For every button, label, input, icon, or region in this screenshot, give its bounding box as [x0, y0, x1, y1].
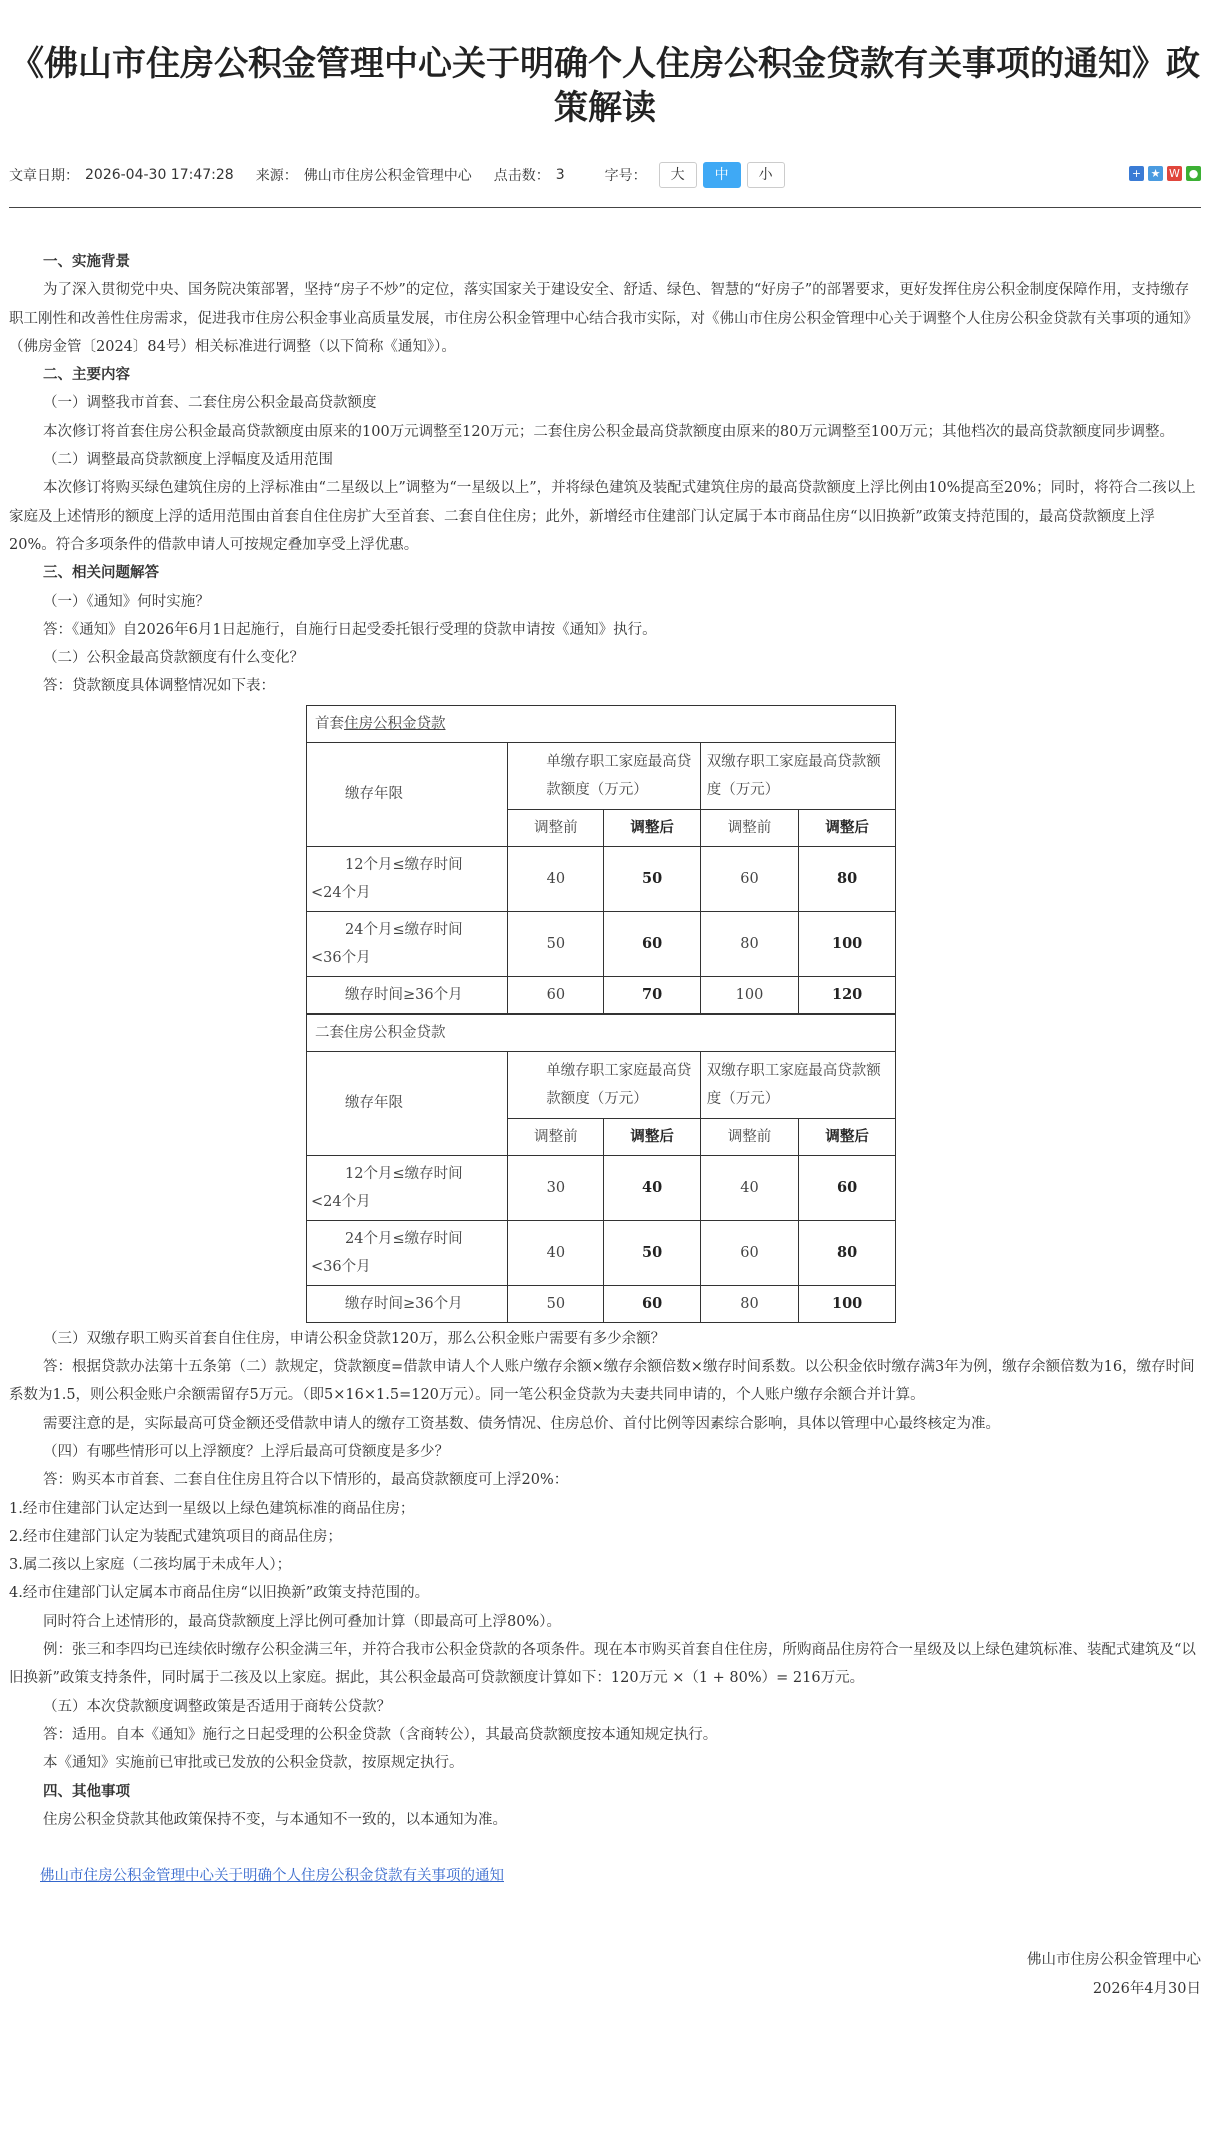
tenure-label-2: <36个月 [311, 949, 371, 966]
tenure-label: 缴存时间≥36个月 [345, 986, 463, 1003]
table-row [307, 911, 896, 976]
font-large-button[interactable]: 大 [659, 162, 697, 188]
share-plus-icon[interactable]: + [1129, 166, 1144, 181]
answer: 答：《通知》自2026年6月1日起施行，自施行日起受委托银行受理的贷款申请按《通知》执行。 [43, 621, 657, 638]
table-section-title [307, 705, 896, 742]
answer: 答：购买本市首套、二套自住住房且符合以下情形的，最高贷款额度可上浮20%： [43, 1472, 569, 1489]
click-count: 3 [555, 167, 565, 183]
single-after-value: 60 [604, 1285, 700, 1322]
tenure-label: 24个月≤缴存时间 [345, 1230, 463, 1247]
tenure-cell [307, 846, 508, 911]
tenure-label: 12个月≤缴存时间 [345, 1165, 463, 1182]
question: （二）公积金最高贷款额度有什么变化？ [43, 650, 304, 667]
after-header: 调整后 [799, 1118, 896, 1155]
single-after-value: 70 [604, 976, 700, 1014]
list-item: 2.经市住建部门认定为装配式建筑项目的商品住房； [9, 1528, 342, 1545]
section-heading: 一、实施背景 [43, 253, 130, 270]
font-medium-button[interactable]: 中 [703, 162, 741, 188]
table-section-title [307, 1014, 896, 1052]
paragraph: 为了深入贯彻党中央、国务院决策部署，坚持“房子不炒”的定位，落实国家关于建设安全、舒适、绿色、智慧的“好房子”的部署要求，更好发挥住房公积金制度保障作用，支持缴存职工刚性和改善性住房需求，促进我市住房公积金事业高质量发展，市住房公积金管理中心结合我市实际，对《佛山市住房公积金管理中心关于调整个人住房公积金贷款有关事项的通知》（佛房金管〔2024〕84号）相关标准进行调整（以下简称《通知》）。 [9, 282, 1198, 355]
double-before-value: 80 [700, 911, 799, 976]
single-before-value: 40 [508, 1220, 604, 1285]
question: （一）《通知》何时实施？ [43, 593, 210, 610]
table-row [307, 1155, 896, 1220]
loan-limit-table [306, 705, 896, 1323]
answer: 答：根据贷款办法第十五条第（二）款规定，贷款额度=借款申请人个人账户缴存余额×缴存余额倍数×缴存时间系数。以公积金依时缴存满3年为例，缴存余额倍数为16，缴存时间系数为1.5，则公积金账户余额需留存5万元。（即5×16×1.5=120万元）。同一笔公积金贷款为夫妻共同申请的，个人账户缴存余额合并计算。 [9, 1359, 1195, 1404]
single-after-value: 50 [604, 846, 700, 911]
table-header-row [307, 742, 896, 809]
after-header: 调整后 [604, 809, 700, 846]
paragraph: 例：张三和李四均已连续依时缴存公积金满三年，并符合我市公积金贷款的各项条件。现在本市购买首套自住住房，所购商品住房符合一星级及以上绿色建筑标准、装配式建筑及“以旧换新”政策支持条件，同时属于二孩及以上家庭。据此，其公积金最高可贷款额度计算如下：120万元 ×（1 + 80%）= 216万元。 [9, 1642, 1196, 1687]
page-title: 《佛山市住房公积金管理中心关于明确个人住房公积金贷款有关事项的通知》政策解读 [10, 44, 1200, 128]
font-small-button[interactable]: 小 [747, 162, 785, 188]
paragraph: 需要注意的是，实际最高可贷金额还受借款申请人的缴存工资基数、债务情况、住房总价、首付比例等因素综合影响，具体以管理中心最终核定为准。 [43, 1415, 1000, 1432]
double-after-value: 100 [799, 1285, 896, 1322]
table-section-title-row [307, 1014, 896, 1052]
share-bar [1129, 166, 1201, 181]
before-header: 调整前 [700, 1118, 799, 1155]
question: （三）双缴存职工购买首套自住住房，申请公积金贷款120万，那么公积金账户需要有多少余额？ [43, 1330, 666, 1347]
share-wechat-icon[interactable]: ● [1186, 166, 1201, 181]
notice-link[interactable]: 佛山市住房公积金管理中心关于明确个人住房公积金贷款有关事项的通知 [40, 1868, 504, 1885]
double-after-value: 80 [799, 1220, 896, 1285]
single-after-value: 60 [604, 911, 700, 976]
share-star-icon[interactable]: ★ [1148, 166, 1163, 181]
question: （四）有哪些情形可以上浮额度？上浮后最高可贷额度是多少？ [43, 1443, 449, 1460]
double-before-value: 40 [700, 1155, 799, 1220]
double-before-value: 100 [700, 976, 799, 1014]
tenure-label-2: <36个月 [311, 1258, 371, 1275]
attachment-row [9, 1862, 1201, 1890]
single-header-cell: 单缴存职工家庭最高贷款额度（万元） [508, 742, 700, 809]
table-header-row [307, 1051, 896, 1118]
double-after-value: 120 [799, 976, 896, 1014]
single-before-value: 50 [508, 911, 604, 976]
table-row [307, 1285, 896, 1322]
font-size-label: 字号： [604, 168, 647, 184]
double-header-cell: 双缴存职工家庭最高贷款额度（万元） [700, 742, 895, 809]
table-section-title-row [307, 705, 896, 742]
paragraph: 本《通知》实施前已审批或已发放的公积金贷款，按原规定执行。 [43, 1755, 464, 1772]
source-label: 来源： [255, 168, 298, 184]
paragraph: 住房公积金贷款其他政策保持不变，与本通知不一致的，以本通知为准。 [43, 1811, 507, 1828]
double-after-value: 60 [799, 1155, 896, 1220]
article-date: 2026-04-30 17:47:28 [85, 167, 234, 183]
list-item: 3.属二孩以上家庭（二孩均属于未成年人）； [9, 1557, 292, 1574]
single-before-value: 30 [508, 1155, 604, 1220]
tenure-label-2: <24个月 [311, 884, 371, 901]
table-title-text: 首套 [315, 715, 344, 732]
single-before-value: 60 [508, 976, 604, 1014]
table-title-underlined: 住房公积金贷款 [344, 715, 446, 732]
row-header-cell: 缴存年限 [307, 742, 508, 846]
title-divider [9, 207, 1201, 208]
tenure-cell [307, 1285, 508, 1322]
question: （五）本次贷款额度调整政策是否适用于商转公贷款？ [43, 1698, 391, 1715]
table-row [307, 1220, 896, 1285]
double-after-value: 80 [799, 846, 896, 911]
double-before-value: 60 [700, 1220, 799, 1285]
before-header: 调整前 [508, 809, 604, 846]
signature-date: 2026年4月30日 [1092, 1980, 1201, 1997]
date-label: 文章日期： [9, 168, 79, 184]
single-before-value: 40 [508, 846, 604, 911]
table-title-text: 二套住房公积金贷款 [315, 1024, 446, 1041]
single-before-value: 50 [508, 1285, 604, 1322]
after-header: 调整后 [799, 809, 896, 846]
list-item: 4.经市住建部门认定属本市商品住房“以旧换新”政策支持范围的。 [9, 1585, 430, 1602]
paragraph: 同时符合上述情形的，最高贷款额度上浮比例可叠加计算（即最高可上浮80%）。 [43, 1613, 561, 1630]
section-heading: 三、相关问题解答 [43, 564, 159, 582]
double-after-value: 100 [799, 911, 896, 976]
tenure-label: 12个月≤缴存时间 [345, 856, 463, 873]
paragraph: 本次修订将购买绿色建筑住房的上浮标准由“二星级以上”调整为“一星级以上”，并将绿色建筑及装配式建筑住房的最高贷款额度上浮比例由10%提高至20%；同时，将符合二孩以上家庭及上述情形的额度上浮的适用范围由首套自住住房扩大至首套、二套自住住房；此外，新增经市住建部门认定属于本市商品住房“以旧换新”政策支持范围的，最高贷款额度上浮20%。符合多项条件的借款申请人可按规定叠加享受上浮优惠。 [9, 480, 1196, 553]
tenure-label: 缴存时间≥36个月 [345, 1295, 463, 1312]
signature-org: 佛山市住房公积金管理中心 [1027, 1952, 1201, 1969]
row-header-cell: 缴存年限 [307, 1051, 508, 1155]
answer: 答：贷款额度具体调整情况如下表： [43, 678, 275, 695]
article-body [9, 248, 1201, 2003]
section-heading: 二、主要内容 [43, 366, 130, 384]
article-source: 佛山市住房公积金管理中心 [303, 168, 472, 184]
clicks-label: 点击数： [493, 168, 550, 184]
single-header-cell: 单缴存职工家庭最高贷款额度（万元） [508, 1051, 700, 1118]
share-weibo-icon[interactable]: W [1167, 166, 1182, 181]
sub-heading: （二）调整最高贷款额度上浮幅度及适用范围 [43, 452, 333, 469]
table-row [307, 846, 896, 911]
before-header: 调整前 [508, 1118, 604, 1155]
article-meta [9, 161, 1201, 189]
after-header: 调整后 [604, 1118, 700, 1155]
table-row [307, 976, 896, 1014]
tenure-cell [307, 1155, 508, 1220]
section-heading: 四、其他事项 [43, 1782, 130, 1800]
tenure-label-2: <24个月 [311, 1193, 371, 1210]
single-after-value: 50 [604, 1220, 700, 1285]
paragraph: 本次修订将首套住房公积金最高贷款额度由原来的100万元调整至120万元；二套住房公积金最高贷款额度由原来的80万元调整至100万元；其他档次的最高贷款额度同步调整。 [43, 423, 1174, 440]
before-header: 调整前 [700, 809, 799, 846]
tenure-cell [307, 911, 508, 976]
answer: 答：适用。自本《通知》施行之日起受理的公积金贷款（含商转公），其最高贷款额度按本通知规定执行。 [43, 1726, 718, 1743]
list-item: 1.经市住建部门认定达到一星级以上绿色建筑标准的商品住房； [9, 1500, 415, 1517]
single-after-value: 40 [604, 1155, 700, 1220]
tenure-cell [307, 1220, 508, 1285]
double-before-value: 60 [700, 846, 799, 911]
tenure-label: 24个月≤缴存时间 [345, 921, 463, 938]
double-before-value: 80 [700, 1285, 799, 1322]
sub-heading: （一）调整我市首套、二套住房公积金最高贷款额度 [43, 395, 377, 412]
tenure-cell [307, 976, 508, 1014]
double-header-cell: 双缴存职工家庭最高贷款额度（万元） [700, 1051, 895, 1118]
